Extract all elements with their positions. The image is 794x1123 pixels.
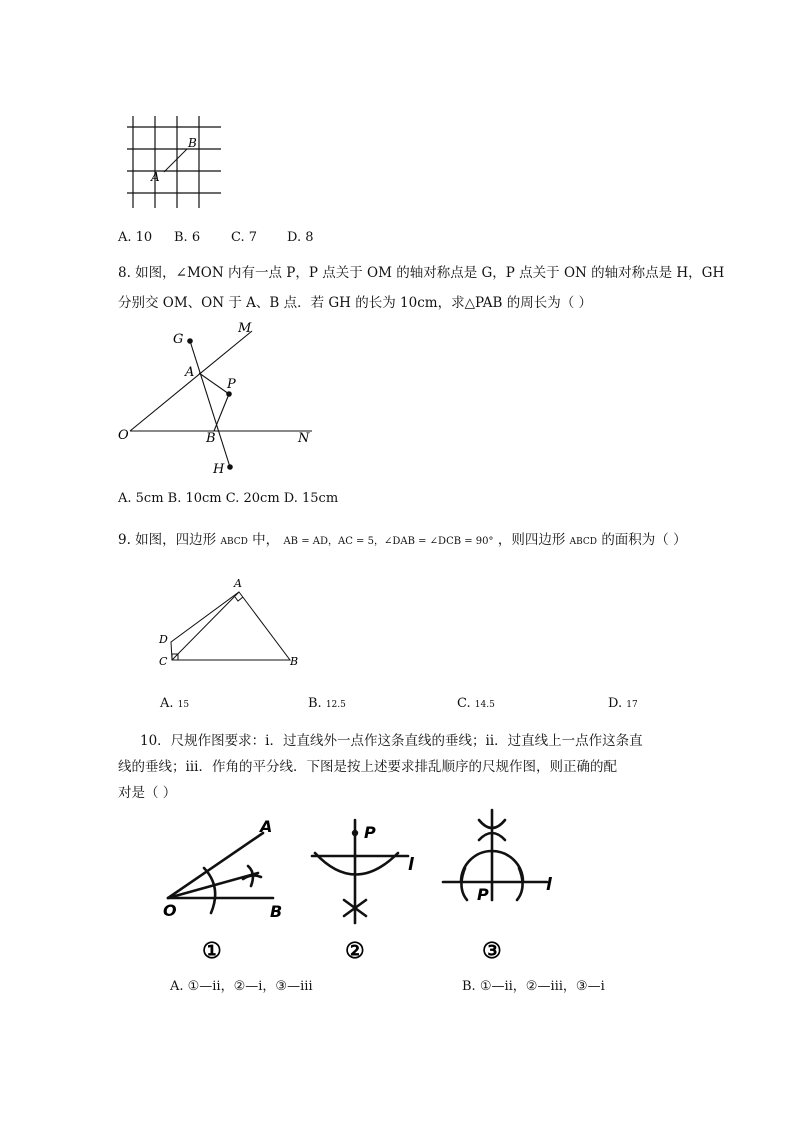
q8-label-n: N	[298, 431, 310, 446]
q8-options: A. 5cm B. 10cm C. 20cm D. 15cm	[118, 491, 339, 506]
q10-f3-number: ③	[482, 938, 502, 964]
q9-option-b	[308, 695, 346, 714]
q8-label-m: M	[238, 321, 252, 336]
q9-mid2: ，则四边形	[497, 532, 566, 548]
q10-stem-line1: 10．尺规作图要求：ⅰ．过直线外一点作这条直线的垂线；ⅱ．过直线上一点作这条直	[140, 733, 643, 749]
q10-option-b: B. ①—ⅱ，②—ⅲ，③—ⅰ	[462, 979, 605, 994]
q7-label-b: B	[188, 136, 197, 150]
q8-label-b: B	[206, 431, 216, 446]
q9-stem	[118, 528, 687, 548]
q9-option-c-value: 14.5	[474, 700, 495, 710]
q9-option-a-value: 15	[177, 700, 190, 710]
q9-abcd-2: ABCD	[569, 537, 598, 547]
q9-option-a-letter: A.	[160, 696, 174, 711]
q8-stem-line1: 8. 如图，∠MON 内有一点 P，P 点关于 OM 的轴对称点是 G，P 点关于 ON 的轴对称点是 H，GH	[118, 265, 725, 281]
q8-label-p: P	[227, 377, 236, 392]
q9-option-c-letter: C.	[457, 696, 471, 711]
q9-option-a	[160, 695, 189, 714]
q8-label-a: A	[185, 365, 195, 380]
q7-grid-figure	[125, 112, 225, 212]
q9-suffix: 的面积为（ ）	[601, 532, 687, 548]
q9-option-d-letter: D.	[608, 696, 623, 711]
q10-f3-label-l: l	[546, 875, 552, 895]
q8-figure	[110, 318, 330, 480]
q9-figure	[150, 572, 310, 672]
q10-f2-label-l: l	[408, 855, 414, 875]
q8-stem-line2: 分别交 OM、ON 于 A、B 点．若 GH 的长为 10cm，求△PAB 的周长为（ ）	[118, 295, 593, 311]
q8-label-h: H	[213, 462, 225, 477]
q9-option-d-value: 17	[626, 700, 638, 710]
q9-label-d: D	[159, 633, 168, 646]
q10-f3-label-p: P	[477, 885, 489, 904]
q9-prefix: 9. 如图，四边形	[118, 532, 217, 548]
q10-f1-label-a: A	[260, 817, 273, 836]
q7-label-a: A	[151, 170, 160, 184]
q10-stem-line2: 线的垂线；ⅲ．作角的平分线．下图是按上述要求排乱顺序的尺规作图，则正确的配	[118, 759, 617, 775]
q9-option-b-letter: B.	[308, 696, 322, 711]
q10-f2-number: ②	[345, 938, 365, 964]
q10-figure-1	[160, 815, 300, 965]
q8-label-o: O	[118, 428, 129, 443]
q10-option-a: A. ①—ⅱ，②—ⅰ，③—ⅲ	[170, 979, 313, 994]
q10-figure-2	[300, 808, 430, 965]
q9-option-d	[608, 695, 638, 714]
q10-figure-3	[435, 800, 575, 965]
q7-option-b: B. 6	[174, 230, 201, 245]
q9-conditions: AB = AD，AC = 5，∠DAB = ∠DCB = 90°	[283, 536, 494, 547]
q7-option-c: C. 7	[231, 230, 258, 245]
q9-label-a: A	[234, 577, 242, 590]
q7-option-a: A. 10	[118, 230, 153, 245]
q9-label-c: C	[159, 655, 168, 668]
q9-option-b-value: 12.5	[325, 700, 346, 710]
q9-option-c	[457, 695, 495, 714]
q9-mid1: 中，	[252, 532, 280, 548]
q10-stem-line3: 对是（ ）	[118, 785, 177, 801]
q10-f2-label-p: P	[364, 823, 376, 842]
q7-option-d: D. 8	[287, 230, 314, 245]
q10-f1-number: ①	[202, 938, 222, 964]
q9-label-b: B	[290, 655, 299, 668]
q8-label-g: G	[173, 332, 184, 347]
q10-f1-label-b: B	[270, 902, 283, 921]
q10-f1-label-o: O	[163, 901, 177, 920]
q9-abcd-1: ABCD	[220, 537, 248, 547]
